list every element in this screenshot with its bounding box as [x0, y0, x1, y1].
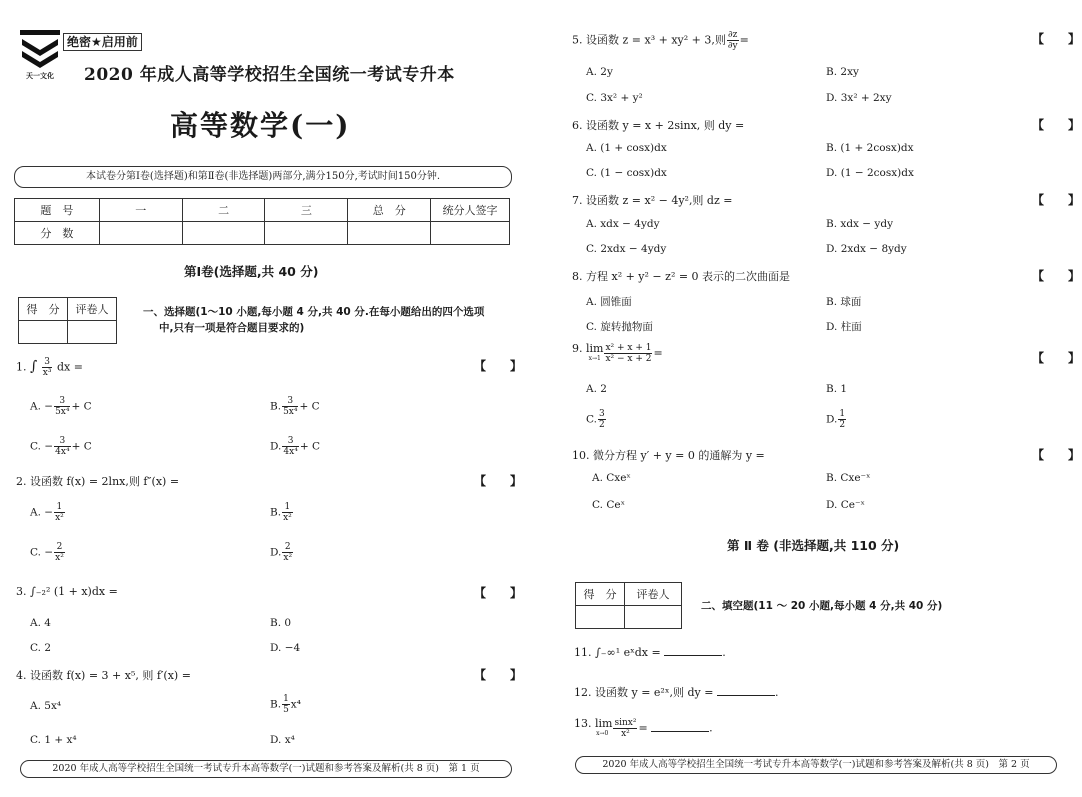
opt-label: A. −: [30, 400, 54, 413]
score-header-cell: 二: [182, 199, 265, 222]
frac-den: x²: [55, 553, 64, 563]
option-2b[interactable]: [270, 502, 294, 523]
answer-blank[interactable]: [651, 721, 709, 732]
option-2d[interactable]: [270, 542, 294, 563]
question-2: 2. 设函数 f(x) = 2lnx,则 f″(x) =: [16, 475, 180, 488]
subject-title: 高等数学(一): [170, 109, 351, 142]
grader-label: 得 分: [576, 583, 625, 606]
instruction-line: 一、选择题(1～10 小题,每小题 4 分,共 40 分.在每小题给出的四个选项: [143, 306, 485, 318]
option-3a[interactable]: A. 4: [30, 617, 51, 629]
opt-tail: + C: [299, 400, 320, 413]
brand-name: 天一文化: [26, 72, 54, 80]
exam-notice: 本试卷分第Ⅰ卷(选择题)和第Ⅱ卷(非选择题)两部分,满分150分,考试时间150分钟.: [14, 166, 512, 188]
option-9c[interactable]: [586, 409, 607, 430]
opt-label: C.: [586, 413, 597, 426]
opt-tail: + C: [299, 440, 320, 453]
frac-den: 5x⁴: [55, 407, 70, 417]
option-1d[interactable]: [270, 436, 320, 457]
option-10d[interactable]: D. Ce⁻ˣ: [826, 499, 865, 511]
part2-grader-table: [575, 582, 682, 629]
option-4a[interactable]: A. 5x⁴: [30, 700, 62, 712]
frac-num: 1: [283, 694, 289, 704]
q-text: 5. 设函数 z = x³ + xy² + 3,则: [572, 33, 726, 47]
score-cell[interactable]: [182, 222, 265, 245]
limit: [574, 716, 613, 739]
fraction: [727, 30, 739, 51]
fraction: [613, 718, 637, 739]
question-12: [574, 684, 778, 700]
frac-den: 5: [283, 705, 289, 715]
exam-title: 2020 年成人高等学校招生全国统一考试专升本: [84, 65, 455, 85]
option-10a[interactable]: A. Cxeˣ: [592, 472, 631, 484]
frac-den: x²: [621, 729, 630, 739]
grader-label: 评卷人: [68, 298, 117, 321]
answer-bracket[interactable]: 【 】: [1032, 32, 1081, 46]
fraction: [598, 409, 606, 430]
frac-num: 2: [282, 542, 293, 553]
question-13: [574, 718, 713, 739]
part1-grader-table: [18, 297, 117, 344]
option-5b[interactable]: B. 2xy: [826, 66, 859, 78]
frac-num: 3: [54, 436, 70, 447]
question-3: 3. ∫₋₂² (1 + x)dx =: [16, 585, 118, 598]
answer-bracket[interactable]: 【 】: [1032, 351, 1081, 365]
answer-bracket[interactable]: 【 】: [1032, 269, 1081, 283]
option-10c[interactable]: C. Ceˣ: [592, 499, 626, 511]
question-4: 4. 设函数 f(x) = 3 + x⁵, 则 f′(x) =: [16, 669, 191, 682]
lim-label: 9. lim: [572, 341, 604, 355]
secret-tag: 绝密★启用前: [63, 33, 142, 51]
answer-bracket[interactable]: 【 】: [474, 586, 523, 600]
fraction: [282, 436, 298, 457]
answer-bracket[interactable]: 【 】: [1032, 448, 1081, 462]
fraction: [282, 396, 298, 417]
page-footer: 2020 年成人高等学校招生全国统一考试专升本高等数学(一)试题和参考答案及解析(共 8 页) 第 1 页: [20, 760, 512, 778]
opt-label: A. −: [30, 506, 54, 519]
answer-bracket[interactable]: 【 】: [1032, 193, 1081, 207]
option-2c[interactable]: [30, 542, 66, 563]
option-8a[interactable]: A. 圆锥面: [586, 296, 632, 308]
score-table: [14, 198, 510, 245]
lim-sub: x→1: [588, 354, 601, 362]
opt-label: D.: [270, 440, 282, 453]
page-footer: 2020 年成人高等学校招生全国统一考试专升本高等数学(一)试题和参考答案及解析(共 8 页) 第 2 页: [575, 756, 1057, 774]
answer-blank[interactable]: [717, 685, 775, 696]
option-8b[interactable]: B. 球面: [826, 296, 862, 308]
instruction-line: 中,只有一项是符合题目要求的): [159, 322, 305, 334]
frac-num: 3: [282, 436, 298, 447]
option-6b[interactable]: B. (1 + 2cosx)dx: [826, 142, 914, 154]
option-1c[interactable]: [30, 436, 92, 457]
frac-num: x² + x + 1: [605, 343, 652, 353]
opt-label: C. −: [30, 546, 54, 559]
option-6d[interactable]: D. (1 − 2cosx)dx: [826, 167, 914, 179]
grader-label: 评卷人: [625, 583, 682, 606]
opt-label: D.: [270, 546, 282, 559]
opt-label: B.: [270, 698, 282, 711]
option-5a[interactable]: A. 2y: [586, 66, 613, 78]
score-cell[interactable]: [265, 222, 348, 245]
frac-num: 1: [282, 502, 293, 513]
fraction: [42, 357, 53, 378]
frac-den: x²: [55, 513, 64, 523]
part2-instruction: 二、填空题(11 ～ 20 小题,每小题 4 分,共 40 分): [701, 600, 943, 612]
q-tail: =: [739, 33, 749, 47]
option-1a[interactable]: [30, 396, 92, 417]
fraction: [54, 436, 70, 457]
option-7d[interactable]: D. 2xdx − 8ydy: [826, 243, 907, 255]
score-cell[interactable]: [348, 222, 431, 245]
opt-label: B.: [270, 400, 282, 413]
frac-num: 1: [54, 502, 65, 513]
score-cell[interactable]: [431, 222, 510, 245]
question-8: 8. 方程 x² + y² − z² = 0 表示的二次曲面是: [572, 270, 791, 283]
score-header-cell: 统分人签字: [431, 199, 510, 222]
question-11: [574, 645, 726, 659]
score-cell[interactable]: [99, 222, 182, 245]
frac-den: 5x⁴: [283, 407, 298, 417]
frac-num: 2: [54, 542, 65, 553]
frac-den: x²: [283, 513, 292, 523]
option-5d[interactable]: D. 3x² + 2xy: [826, 92, 892, 104]
right-page: [541, 0, 1082, 797]
question-5: [572, 30, 749, 51]
q-tail: =: [638, 721, 648, 735]
option-6a[interactable]: A. (1 + cosx)dx: [586, 142, 667, 154]
opt-tail: + C: [71, 400, 92, 413]
option-8c[interactable]: C. 旋转抛物面: [586, 321, 653, 333]
opt-label: C. −: [30, 440, 54, 453]
frac-den: ∂y: [727, 41, 738, 51]
question-9: [572, 343, 663, 364]
question-6: 6. 设函数 y = x + 2sinx, 则 dy =: [572, 119, 745, 132]
fraction: [282, 694, 290, 715]
q-text: 11. ∫₋∞¹ eˣdx =: [574, 646, 661, 659]
option-5c[interactable]: C. 3x² + y²: [586, 92, 643, 104]
grader-label: 得 分: [19, 298, 68, 321]
answer-bracket[interactable]: 【 】: [474, 359, 523, 373]
opt-tail: + C: [71, 440, 92, 453]
part1-title: 第Ⅰ卷(选择题,共 40 分): [184, 264, 319, 279]
option-8d[interactable]: D. 柱面: [826, 321, 862, 333]
frac-den: x²: [283, 553, 293, 563]
frac-num: ∂z: [728, 30, 738, 40]
answer-bracket[interactable]: 【 】: [474, 474, 523, 488]
option-1b[interactable]: [270, 396, 320, 417]
option-3c[interactable]: C. 2: [30, 642, 52, 654]
option-2a[interactable]: [30, 502, 66, 523]
score-header-cell: 题 号: [15, 199, 100, 222]
frac-den: x³: [42, 368, 52, 378]
question-7: 7. 设函数 z = x² − 4y²,则 dz =: [572, 194, 733, 207]
question-10: 10. 微分方程 y′ + y = 0 的通解为 y =: [572, 449, 765, 462]
option-4c[interactable]: C. 1 + x⁴: [30, 734, 77, 746]
option-3b[interactable]: B. 0: [270, 617, 292, 629]
answer-bracket[interactable]: 【 】: [474, 668, 523, 682]
lim-sub: x→0: [596, 729, 609, 737]
opt-label: B.: [270, 506, 282, 519]
q-tail: .: [774, 686, 779, 699]
score-header-cell: 一: [99, 199, 182, 222]
option-7c[interactable]: C. 2xdx − 4ydy: [586, 243, 667, 255]
part2-title: 第 Ⅱ 卷 (非选择题,共 110 分): [727, 538, 900, 553]
option-4d[interactable]: D. x⁴: [270, 734, 295, 746]
brand-logo: [18, 28, 62, 80]
fraction: [54, 396, 70, 417]
answer-blank[interactable]: [664, 645, 722, 656]
frac-num: 1: [839, 409, 846, 419]
fraction: [54, 502, 65, 523]
option-9b[interactable]: B. 1: [826, 383, 848, 395]
lim-label: 13. lim: [574, 716, 613, 730]
frac-den: 4x⁴: [55, 447, 70, 457]
grader-cell[interactable]: [625, 606, 682, 629]
q-tail: .: [722, 646, 726, 659]
option-3d[interactable]: D. −4: [270, 642, 301, 654]
grader-cell[interactable]: [19, 321, 68, 344]
grader-cell[interactable]: [68, 321, 117, 344]
fraction: [604, 343, 652, 364]
score-header-cell: 总 分: [348, 199, 431, 222]
q-text: dx =: [56, 360, 83, 374]
part1-instruction: [143, 304, 484, 336]
score-header-cell: 三: [265, 199, 348, 222]
limit: [572, 341, 604, 364]
frac-num: 3: [42, 357, 53, 368]
fraction: [282, 542, 293, 563]
option-9a[interactable]: A. 2: [586, 383, 607, 395]
option-7a[interactable]: A. xdx − 4ydy: [586, 218, 660, 230]
grader-cell[interactable]: [576, 606, 625, 629]
opt-label: D.: [826, 413, 838, 426]
fraction: [54, 542, 65, 563]
frac-num: 3: [54, 396, 70, 407]
q-number: 1.: [16, 360, 27, 374]
frac-num: 3: [282, 396, 298, 407]
opt-tail: x⁴: [290, 698, 301, 711]
option-10b[interactable]: B. Cxe⁻ˣ: [826, 472, 871, 484]
question-1: [16, 357, 83, 378]
option-7b[interactable]: B. xdx − ydy: [826, 218, 894, 230]
frac-num: sinx²: [614, 718, 637, 728]
fraction: [838, 409, 846, 430]
frac-den: x² − x + 2: [605, 354, 652, 364]
frac-num: 3: [599, 409, 605, 419]
q-text: 12. 设函数 y = e²ˣ,则 dy =: [574, 686, 714, 699]
option-4b[interactable]: [270, 694, 301, 715]
option-6c[interactable]: C. (1 − cosx)dx: [586, 167, 667, 179]
fraction: [282, 502, 293, 523]
q-tail: .: [709, 721, 713, 735]
score-row-label: 分 数: [15, 222, 100, 245]
integral-sign: ∫: [30, 358, 38, 375]
frac-den: 2: [599, 420, 605, 430]
q-tail: =: [653, 346, 663, 360]
option-9d[interactable]: [826, 409, 847, 430]
answer-bracket[interactable]: 【 】: [1032, 118, 1081, 132]
frac-den: 2: [839, 420, 846, 430]
frac-den: 4x⁴: [283, 447, 298, 457]
brand-mark-icon: [18, 28, 62, 70]
